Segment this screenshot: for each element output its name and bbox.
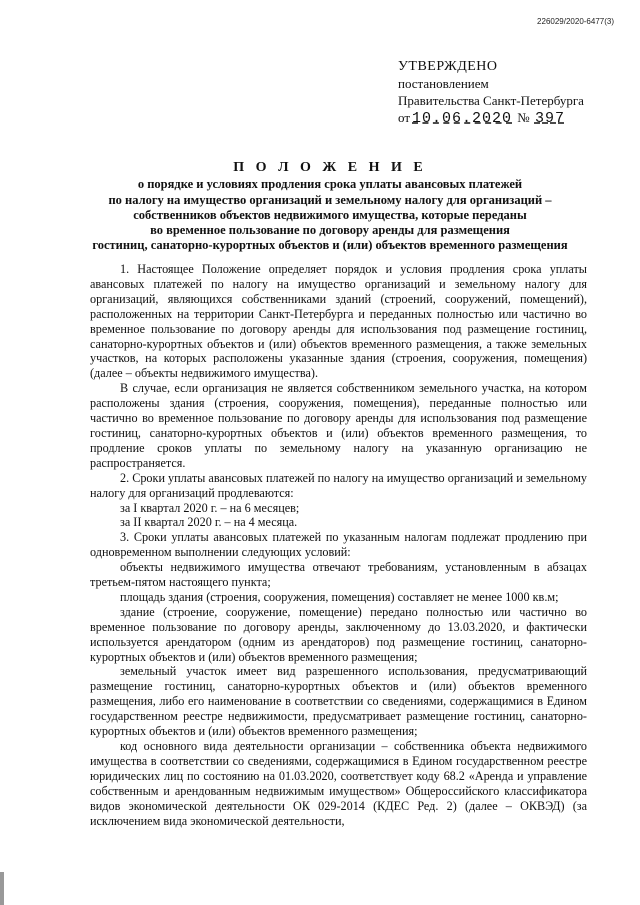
scan-edge-mark: [0, 872, 4, 905]
paragraph: здание (строение, сооружение, помещение) передано полностью или частично во временное пользование по договору аренды, заключенному до 13.03.2020, и фактически используется арендатором (одним из арендаторов) под размещение гостиниц, санаторно-курортных объектов и (или) объектов временного размещения;: [90, 604, 587, 664]
approval-number: 397: [534, 110, 565, 127]
approval-stamp: УТВЕРЖДЕНО: [398, 59, 498, 74]
approval-date: 10.06.2020: [412, 110, 513, 127]
number-prefix: №: [517, 110, 530, 125]
document-body: [90, 262, 587, 828]
title-line: гостиниц, санаторно-курортных объектов и (или) объектов временного размещения: [92, 238, 568, 253]
title-line: во временное пользование по договору аренды для размещения: [150, 223, 510, 238]
title-word: П О Л О Ж Е Н И Е: [233, 160, 427, 175]
paragraph: за II квартал 2020 г. – на 4 месяца.: [120, 515, 298, 530]
paragraph: объекты недвижимого имущества отвечают требованиям, установленным в абзацах третьем-пятом настоящего пункта;: [90, 560, 587, 590]
paragraph: земельный участок имеет вид разрешенного использования, предусматривающий размещение гостиниц, санаторно-курортных объектов и (или) объектов временного размещения, либо его наименование в соответствии со сведениями, содержащимися в Едином государственном реестре недвижимости, предусматривает размещение гостиниц, санаторно-курортных объектов и (или) объектов временного размещения;: [90, 664, 587, 739]
paragraph: В случае, если организация не является собственником земельного участка, на котором расположены здания (строения, сооружения, помещения), переданные полностью или частично во временное пользование по договору аренды для использования под размещение гостиниц, санаторно-курортных объектов и (или) объектов временного размещения, то продление сроков уплаты по земельному налогу на указанную организацию не распространяется.: [90, 381, 587, 470]
paragraph: 3. Сроки уплаты авансовых платежей по указанным налогам подлежат продлению при одновременном выполнении следующих условий:: [90, 530, 587, 560]
document-code: 226029/2020-6477(3): [537, 17, 614, 26]
approval-dateline: [398, 109, 618, 127]
paragraph: площадь здания (строения, сооружения, помещения) составляет не менее 1000 кв.м;: [120, 589, 559, 604]
paragraph: код основного вида деятельности организации – собственника объекта недвижимого имущества в соответствии со сведениями, содержащимися в Едином государственном реестре юридических лиц по состоянию на 01.03.2020, соответствует коду 68.2 «Аренда и управление собственным и арендованным недвижимым имуществом» Общероссийского классификатора видов экономической деятельности ОК 029-2014 (КДЕС Ред. 2) (далее – ОКВЭД) (за исключением вида экономической деятельности,: [90, 739, 587, 828]
title-line: о порядке и условиях продления срока уплаты авансовых платежей: [137, 177, 523, 192]
document-title: [80, 160, 580, 254]
approval-block: [398, 58, 618, 127]
paragraph: 1. Настоящее Положение определяет порядок и условия продления срока уплаты авансовых платежей по налогу на имущество организаций и земельному налогу для организаций, являющихся собственниками зданий (строений, сооружений, помещений), расположенных на территории Санкт-Петербурга и переданных полностью или частично во временное пользование по договору аренды для использования под размещение гостиниц, санаторно-курортных объектов и (или) объектов временного размещения, а также земельных участков, на которых расположены указанные здания (строения, сооружения, помещения) (далее – объекты недвижимого имущества).: [90, 262, 587, 381]
title-line: по налогу на имущество организаций и земельному налогу для организаций –: [108, 192, 552, 207]
paragraph: 2. Сроки уплаты авансовых платежей по налогу на имущество организаций и земельному налогу для организаций продлеваются:: [90, 470, 587, 500]
paragraph: за I квартал 2020 г. – на 6 месяцев;: [120, 500, 300, 515]
approval-line-1: постановлением: [398, 76, 489, 91]
date-prefix: от: [398, 110, 411, 125]
title-line: собственников объектов недвижимого имущества, которые переданы: [133, 207, 527, 222]
approval-line-2: Правительства Санкт-Петербурга: [398, 93, 584, 108]
